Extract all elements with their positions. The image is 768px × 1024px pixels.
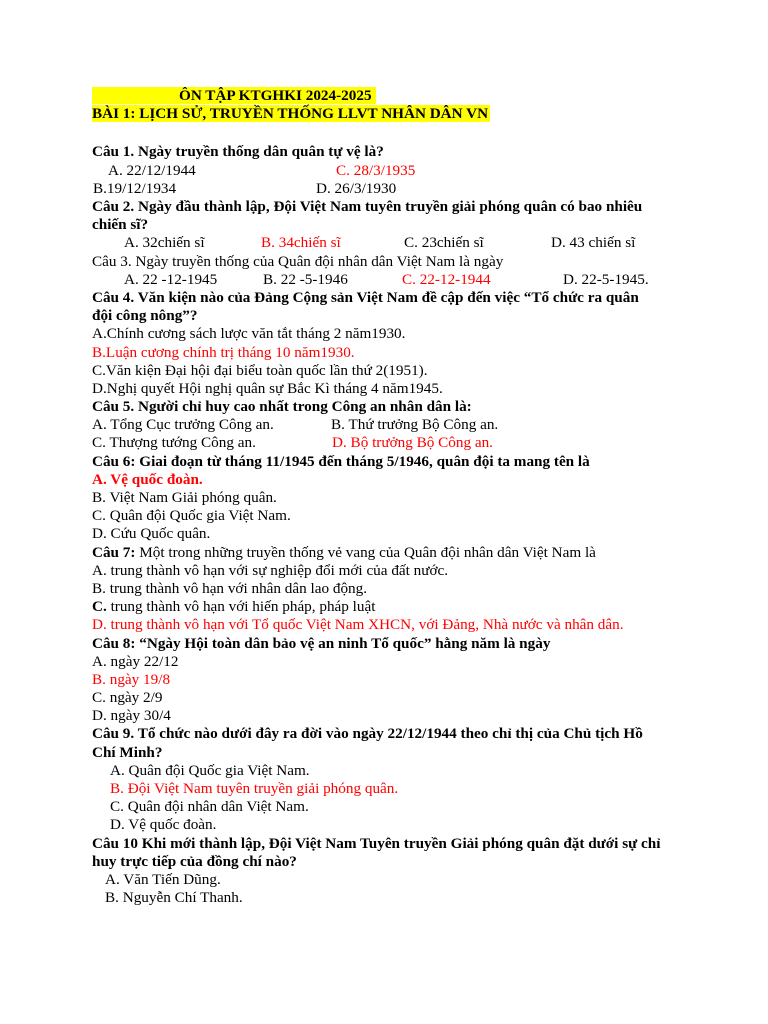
q9-option-c: C. Quân đội nhân dân Việt Nam. (110, 798, 309, 816)
question-4: Câu 4. Văn kiện nào của Đảng Cộng sản Việt Nam đề cập đến việc “Tổ chức ra quân đội công nông”? (92, 288, 639, 325)
q2-option-a: A. 32chiến sĩ (124, 234, 205, 252)
q10-option-a: A. Văn Tiến Dũng. (105, 871, 221, 889)
question-1: Câu 1. Ngày truyền thống dân quân tự vệ là? (92, 143, 384, 161)
q2-option-d: D. 43 chiến sĩ (551, 234, 636, 252)
q1-option-c-answer: C. 28/3/1935 (336, 161, 416, 179)
q3-option-d: D. 22-5-1945. (563, 270, 649, 288)
q7-option-a: A. trung thành vô hạn với sự nghiệp đổi mới của đất nước. (92, 561, 449, 579)
q6-option-c: C. Quân đội Quốc gia Việt Nam. (92, 507, 291, 525)
q3-option-b: B. 22 -5-1946 (263, 270, 348, 288)
q2-option-c: C. 23chiến sĩ (404, 234, 484, 252)
q2-option-b-answer: B. 34chiến sĩ (261, 234, 341, 252)
question-6: Câu 6: Giai đoạn từ tháng 11/1945 đến tháng 5/1946, quân đội ta mang tên là (92, 452, 590, 470)
document-subtitle (92, 105, 692, 123)
q7-option-c (92, 598, 692, 616)
q3-option-a: A. 22 -12-1945 (124, 270, 218, 288)
q1-option-b: B.19/12/1934 (93, 179, 177, 197)
question-9: Câu 9. Tổ chức nào dưới đây ra đời vào ngày 22/12/1944 theo chỉ thị của Chủ tịch Hồ Chí Minh? (92, 725, 643, 761)
q1-options-row-2 (92, 180, 692, 198)
q6-option-b: B. Việt Nam Giải phóng quân. (92, 489, 277, 506)
q6-option-a-answer: A. Vệ quốc đoàn. (92, 470, 203, 488)
q4-option-d: D.Nghị quyết Hội nghị quân sự Bắc Kì tháng 4 năm1945. (92, 379, 443, 397)
q4-option-a: A.Chính cương sách lược văn tắt tháng 2 năm1930. (92, 325, 406, 343)
q8-option-b-answer: B. ngày 19/8 (92, 670, 171, 688)
q1-option-d: D. 26/3/1930 (316, 179, 397, 197)
q4-option-b-answer: B.Luận cương chính trị tháng 10 năm1930. (92, 343, 355, 361)
q5-options-row-2 (92, 434, 692, 452)
subtitle-highlight: BÀI 1: LỊCH SỬ, TRUYỀN THỐNG LLVT NHÂN DÂN VN (92, 105, 489, 123)
question-7 (92, 544, 692, 562)
q8-option-a: A. ngày 22/12 (92, 652, 179, 670)
q5-options-row-1 (92, 416, 692, 434)
q1-options-row-1 (92, 162, 692, 180)
q5-option-b: B. Thứ trưởng Bộ Công an. (331, 416, 499, 434)
q7-option-c-text: trung thành vô hạn với hiến pháp, pháp luật (106, 598, 376, 616)
q7-option-b: B. trung thành vô hạn với nhân dân lao động. (92, 579, 368, 597)
q9-option-a: A. Quân đội Quốc gia Việt Nam. (110, 761, 310, 779)
question-5: Câu 5. Người chỉ huy cao nhất trong Công an nhân dân là: (92, 398, 472, 416)
question-10: Câu 10 Khi mới thành lập, Đội Việt Nam Tuyên truyền Giải phóng quân đặt dưới sự chỉ huy trực tiếp của đồng chí nào? (92, 834, 661, 870)
question-7-text: Một trong những truyền thống vẻ vang của Quân đội nhân dân Việt Nam là (135, 543, 596, 561)
q5-option-d-answer: D. Bộ trưởng Bộ Công an. (332, 434, 493, 452)
q4-option-c: C.Văn kiện Đại hội đại biểu toàn quốc lần thứ 2(1951). (92, 361, 428, 379)
q10-option-b: B. Nguyễn Chí Thanh. (105, 889, 243, 907)
q7-option-d-answer: D. trung thành vô hạn với Tổ quốc Việt Nam XHCN, với Đảng, Nhà nước và nhân dân. (92, 616, 624, 634)
question-7-label: Câu 7: (92, 543, 136, 561)
exam-document (92, 87, 692, 907)
q1-option-a: A. 22/12/1944 (108, 161, 196, 179)
q8-option-c: C. ngày 2/9 (92, 689, 163, 707)
title-highlight: ÔN TẬP KTGHKI 2024-2025 (92, 87, 376, 104)
question-2: Câu 2. Ngày đầu thành lập, Đội Việt Nam tuyên truyền giải phóng quân có bao nhiêu chiến sĩ? (92, 197, 643, 234)
spacer (92, 123, 692, 143)
q8-option-d: D. ngày 30/4 (92, 707, 171, 725)
q5-option-c: C. Thượng tướng Công an. (92, 434, 256, 452)
q6-option-d: D. Cứu Quốc quân. (92, 525, 211, 543)
q5-option-a: A. Tổng Cục trưởng Công an. (92, 416, 274, 434)
q3-option-c-answer: C. 22-12-1944 (402, 270, 491, 288)
q2-options-row (92, 234, 692, 252)
document-title (92, 87, 692, 105)
q7-option-c-label: C. (92, 598, 107, 616)
question-8: Câu 8: “Ngày Hội toàn dân bảo vệ an ninh Tổ quốc” hằng năm là ngày (92, 634, 551, 652)
q3-options-row (92, 271, 692, 289)
q9-option-d: D. Vệ quốc đoàn. (110, 816, 217, 834)
q9-option-b-answer: B. Đội Việt Nam tuyên truyền giải phóng quân. (110, 780, 399, 798)
question-3: Câu 3. Ngày truyền thống của Quân đội nhân dân Việt Nam là ngày (92, 252, 504, 270)
